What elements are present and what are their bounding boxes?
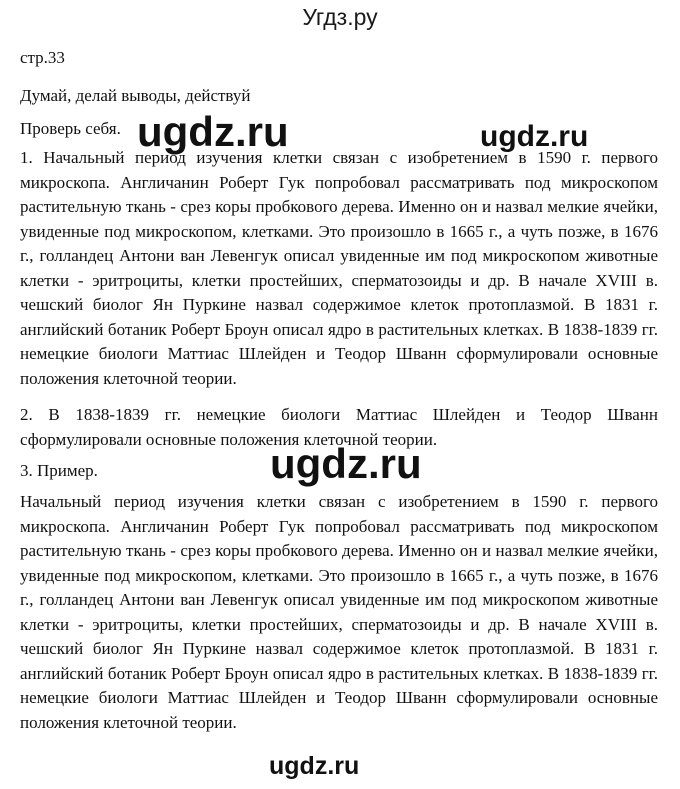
subsection-title: Проверь себя.: [20, 119, 121, 138]
page-reference: стр.33: [20, 48, 65, 67]
watermark: ugdz.ru: [137, 108, 289, 155]
watermark-footer: ugdz.ru: [269, 752, 360, 780]
answer-2: 2. В 1838-1839 гг. немецкие биологи Маттиас Шлейден и Теодор Шванн сформулировали основные положения клеточной теории.: [20, 405, 658, 449]
site-title: Угдз.ру: [302, 4, 378, 30]
answer-1: 1. Начальный период изучения клетки связан с изобретением в 1590 г. первого микроскопа. Англичанин Роберт Гук попробовал рассматривать под микроскопом растительную ткань - срез коры пробкового дерева. Именно он и назвал мелкие ячейки, увиденные под микроскопом, клетками. Это произошло в 1665 г., а чуть позже, в 1676 г., голландец Антони ван Левенгук описал увиденные им под микроскопом животные клетки - эритроциты, клетки простейших, сперматозоиды и др. В начале XVIII в. чешский биолог Ян Пуркине назвал содержимое клеток протоплазмой. В 1831 г. английский ботаник Роберт Броун описал ядро в растительных клетках. В 1838-1839 гг. немецкие биологи Маттиас Шлейден и Теодор Шванн сформулировали основные положения клеточной теории.: [20, 148, 658, 388]
answer-3-text: Начальный период изучения клетки связан с изобретением в 1590 г. первого микроскопа. Англичанин Роберт Гук попробовал рассматривать под микроскопом растительную ткань - срез коры пробкового дерева. Именно он и назвал мелкие ячейки, увиденные под микроскопом, клетками. Это произошло в 1665 г., а чуть позже, в 1676 г., голландец Антони ван Левенгук описал увиденные им под микроскопом животные клетки - эритроциты, клетки простейших, сперматозоиды и др. В начале XVIII в. чешский биолог Ян Пуркине назвал содержимое клеток протоплазмой. В 1831 г. английский ботаник Роберт Броун описал ядро в растительных клетках. В 1838-1839 гг. немецкие биологи Маттиас Шлейден и Теодор Шванн сформулировали основные положения клеточной теории.: [20, 492, 658, 732]
answer-3-label: 3. Пример.: [20, 461, 98, 480]
watermark: ugdz.ru: [270, 440, 422, 487]
section-title: Думай, делай выводы, действуй: [20, 86, 251, 105]
watermark: ugdz.ru: [480, 120, 589, 153]
